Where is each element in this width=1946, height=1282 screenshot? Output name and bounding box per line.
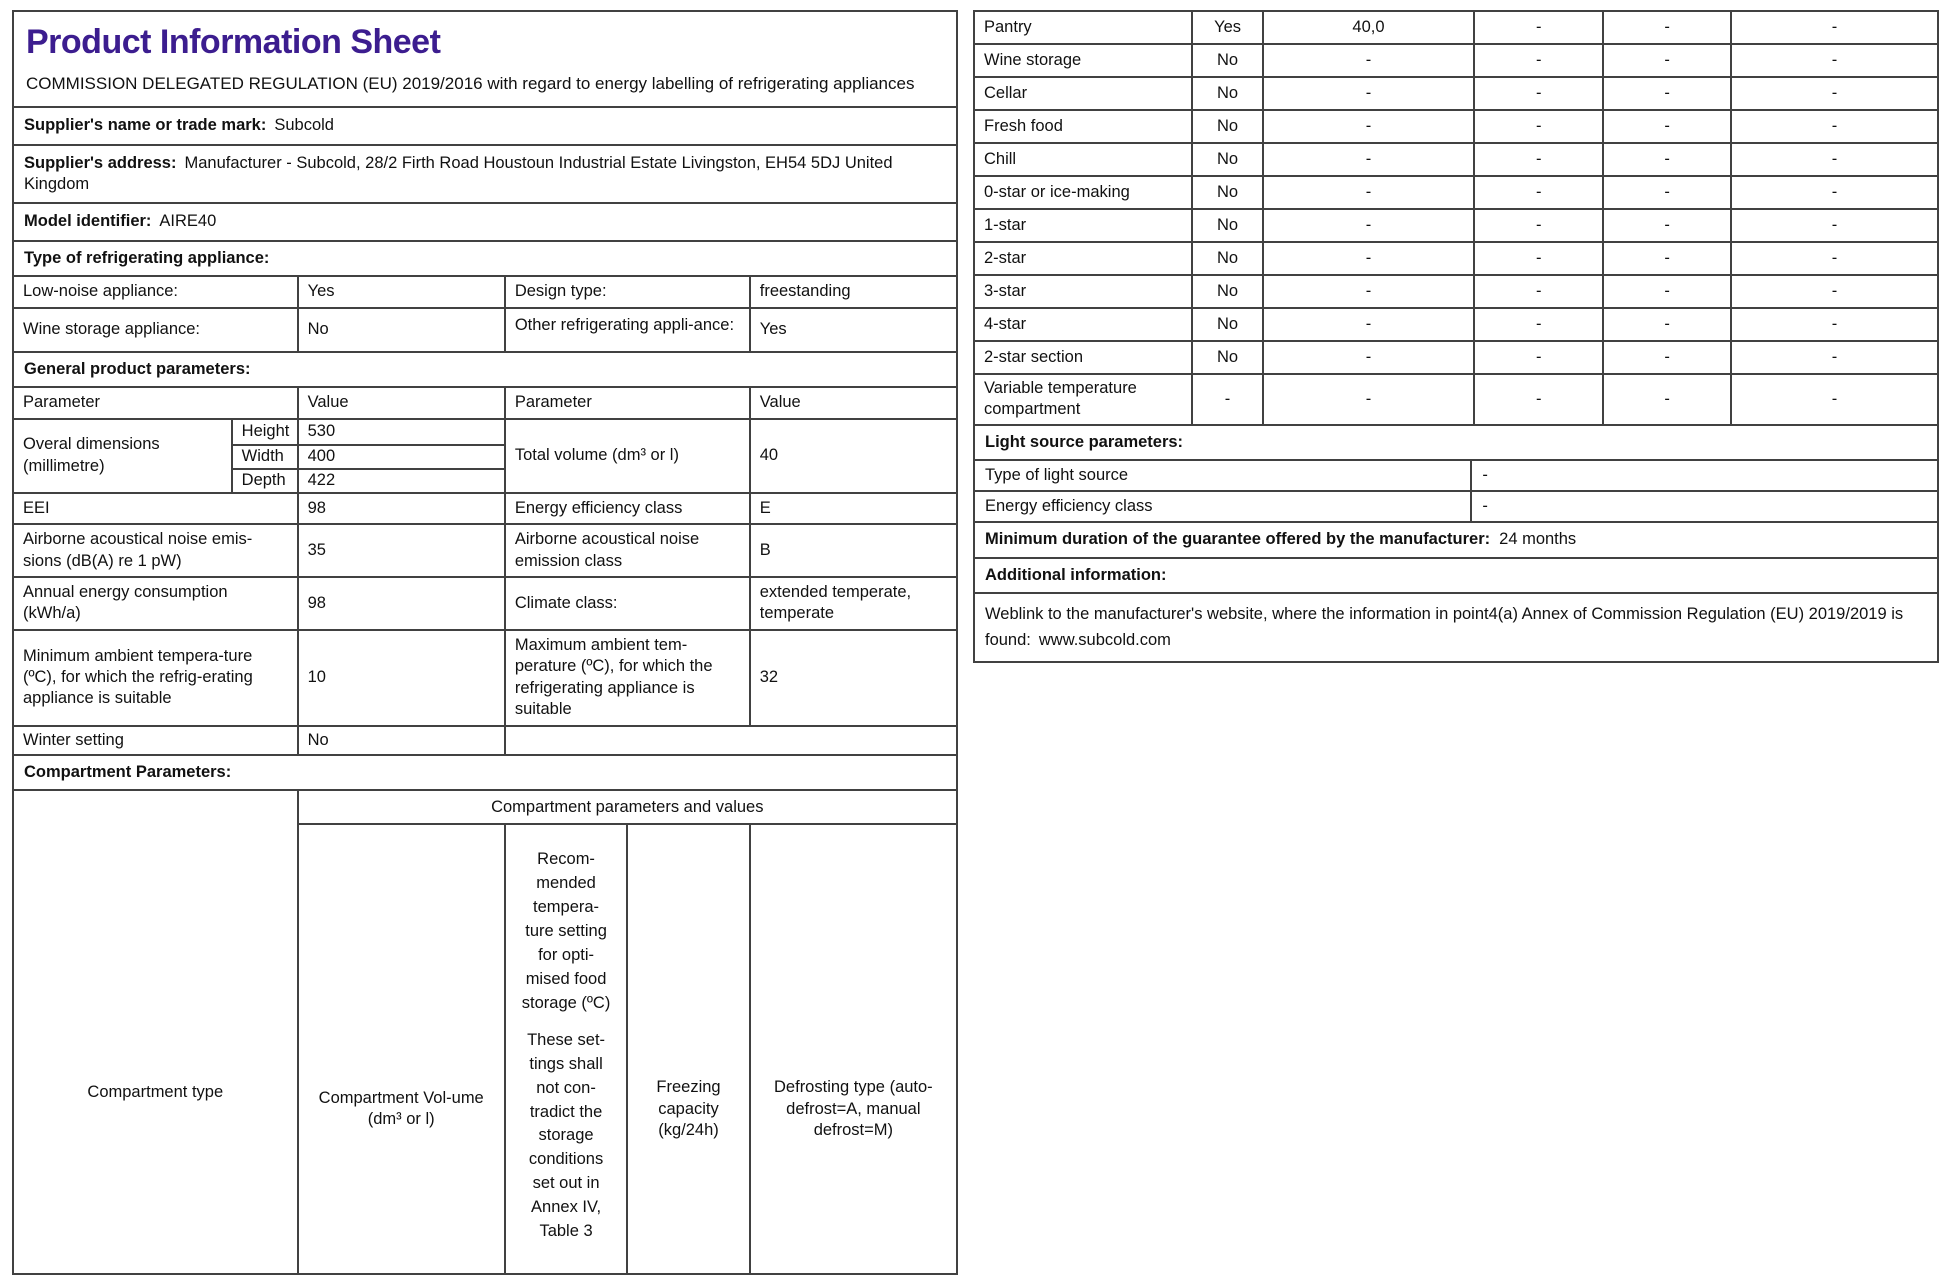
param-value-cell: extended temperate, temperate: [749, 578, 956, 629]
weblink-row: [975, 592, 1937, 661]
table-cell: -: [1191, 375, 1261, 424]
table-cell: No: [1191, 45, 1261, 76]
table-cell: Energy efficiency class: [985, 497, 1153, 516]
supplier-address-label: Supplier's address:: [24, 153, 177, 172]
param-value-cell: Yes: [297, 277, 504, 306]
table-cell: Wine storage: [984, 50, 1082, 69]
table-cell: -: [1262, 309, 1474, 340]
regulation-subtitle: COMMISSION DELEGATED REGULATION (EU) 2019/2016 with regard to energy labelling of refrigerating appliances: [26, 74, 915, 94]
general-parameters-heading: General product parameters:: [14, 351, 956, 386]
compartment-row: [975, 274, 1937, 307]
table-cell: -: [1730, 78, 1937, 109]
table-cell: -: [1262, 144, 1474, 175]
width-label: Width: [231, 444, 297, 468]
height-label: Height: [231, 420, 297, 444]
table-cell: -: [1473, 309, 1602, 340]
table-header-row: [14, 386, 956, 417]
table-cell: No: [1191, 309, 1261, 340]
compartment-row: [975, 307, 1937, 340]
compartment-row: [975, 43, 1937, 76]
param-label-cell: Other refrigerating appli-ance:: [504, 309, 749, 351]
table-cell: Type of light source: [985, 466, 1129, 485]
light-source-table: [975, 459, 1937, 521]
dimensions-row: [14, 418, 956, 492]
model-identifier-value: AIRE40: [159, 212, 217, 231]
table-cell: -: [1730, 12, 1937, 43]
table-cell: Cellar: [984, 83, 1028, 102]
param-value-cell: 10: [297, 631, 504, 725]
table-cell: 2-star: [984, 248, 1027, 267]
table-cell: -: [1262, 243, 1474, 274]
table-row: [14, 523, 956, 576]
recommended-temperature-header: [504, 825, 626, 1273]
compartment-type-header: Compartment type: [87, 1082, 224, 1101]
guarantee-label: Minimum duration of the guarantee offered by the manufacturer:: [985, 530, 1491, 549]
supplier-address-row: [14, 144, 956, 203]
winter-setting-row: [14, 725, 956, 754]
page-title: Product Information Sheet: [26, 23, 441, 61]
supplier-name-value: Subcold: [274, 116, 334, 135]
table-cell: -: [1473, 342, 1602, 373]
param-label-cell: Design type:: [504, 277, 749, 306]
param-label-cell: Airborne acoustical noise emis-sions (dB(A) re 1 pW): [23, 530, 253, 570]
table-cell: -: [1262, 276, 1474, 307]
table-cell: -: [1602, 243, 1730, 274]
compartment-volume-header: Compartment Vol-ume (dm³ or l): [297, 825, 504, 1273]
param-label-cell: Annual energy consumption (kWh/a): [23, 582, 228, 623]
height-value: 530: [297, 420, 504, 444]
table-cell: No: [1191, 243, 1261, 274]
table-cell: -: [1730, 144, 1937, 175]
compartment-row: [975, 109, 1937, 142]
table-cell: -: [1602, 144, 1730, 175]
table-cell: 1-star: [984, 215, 1027, 234]
table-cell: -: [1730, 342, 1937, 373]
table-cell: -: [1473, 177, 1602, 208]
table-cell: -: [1473, 111, 1602, 142]
table-cell: -: [1602, 111, 1730, 142]
compartment-row: [975, 340, 1937, 373]
title-block: [14, 12, 956, 106]
table-cell: -: [1473, 12, 1602, 43]
compartment-row: [975, 208, 1937, 241]
compartment-table-header: [14, 789, 956, 1273]
table-cell: -: [1730, 276, 1937, 307]
light-source-row: [975, 459, 1937, 490]
param-value-cell: B: [749, 525, 956, 576]
table-cell: -: [1602, 78, 1730, 109]
table-cell: -: [1730, 210, 1937, 241]
table-cell: No: [1191, 111, 1261, 142]
table-cell: No: [1191, 342, 1261, 373]
compartment-rows-table: [975, 12, 1937, 424]
table-cell: Yes: [1191, 12, 1261, 43]
param-label-cell: Winter setting: [23, 730, 124, 749]
total-volume-value: 40: [749, 420, 956, 492]
table-cell: -: [1262, 210, 1474, 241]
weblink-text: Weblink to the manufacturer's website, where the information in point4(a) Annex of Commission Regulation (EU) 2019/2019 is found:: [985, 605, 1904, 649]
table-cell: -: [1473, 243, 1602, 274]
table-cell: -: [1470, 492, 1937, 521]
table-cell: -: [1262, 177, 1474, 208]
light-source-row: [975, 490, 1937, 521]
table-row: [14, 307, 956, 351]
table-cell: -: [1473, 210, 1602, 241]
table-cell: -: [1730, 375, 1937, 424]
table-cell: -: [1602, 375, 1730, 424]
table-cell: 4-star: [984, 314, 1027, 333]
supplier-address-value: Manufacturer - Subcold, 28/2 Firth Road Houstoun Industrial Estate Livingston, EH54 5DJ United Kingdom: [24, 153, 893, 193]
param-label-cell: Energy efficiency class: [504, 494, 749, 523]
table-cell: No: [1191, 78, 1261, 109]
guarantee-value: 24 months: [1499, 530, 1577, 549]
dimensions-label: Overal dimensions (millimetre): [23, 435, 160, 475]
column-header: Value: [749, 388, 956, 417]
table-cell: -: [1602, 342, 1730, 373]
table-cell: -: [1473, 144, 1602, 175]
table-row: [14, 275, 956, 306]
table-cell: No: [1191, 144, 1261, 175]
table-cell: No: [1191, 210, 1261, 241]
compartment-row: [975, 142, 1937, 175]
table-cell: -: [1730, 309, 1937, 340]
model-identifier-label: Model identifier:: [24, 212, 152, 231]
table-row: [14, 576, 956, 629]
compartment-row: [975, 241, 1937, 274]
defrosting-type-header: Defrosting type (auto-defrost=A, manual defrost=M): [749, 825, 956, 1273]
weblink-url: www.subcold.com: [1038, 630, 1171, 649]
column-header: Parameter: [23, 393, 101, 412]
param-value-cell: 35: [297, 525, 504, 576]
table-cell: -: [1602, 309, 1730, 340]
param-label-cell: EEI: [23, 498, 50, 517]
table-cell: -: [1602, 276, 1730, 307]
supplier-name-row: [14, 106, 956, 143]
table-cell: Variable temperature compartment: [984, 379, 1137, 419]
table-row: [14, 492, 956, 523]
table-cell: -: [1470, 461, 1937, 490]
table-cell: -: [1602, 45, 1730, 76]
table-cell: 40,0: [1262, 12, 1474, 43]
param-value-cell: freestanding: [749, 277, 956, 306]
param-value-cell: No: [297, 309, 504, 351]
table-cell: -: [1473, 276, 1602, 307]
param-value-cell: Yes: [749, 309, 956, 351]
table-cell: 0-star or ice-making: [984, 182, 1130, 201]
light-source-heading: Light source parameters:: [975, 424, 1937, 459]
param-value-cell: 98: [297, 494, 504, 523]
compartment-row: [975, 76, 1937, 109]
table-cell: -: [1262, 111, 1474, 142]
table-cell: -: [1730, 45, 1937, 76]
compartment-row: [975, 12, 1937, 43]
additional-information-heading: Additional information:: [975, 557, 1937, 592]
param-label-cell: Airborne acoustical noise emission class: [504, 525, 749, 576]
table-cell: -: [1730, 111, 1937, 142]
table-cell: 3-star: [984, 281, 1027, 300]
compartment-span-header: Compartment parameters and values: [297, 791, 956, 825]
param-label-cell: Climate class:: [504, 578, 749, 629]
table-cell: -: [1730, 243, 1937, 274]
table-cell: -: [1602, 177, 1730, 208]
model-identifier-row: [14, 202, 956, 239]
table-cell: -: [1262, 375, 1474, 424]
table-row: [14, 629, 956, 725]
table-cell: -: [1602, 12, 1730, 43]
table-cell: -: [1262, 45, 1474, 76]
supplier-name-label: Supplier's name or trade mark:: [24, 116, 267, 135]
compartment-row: [975, 373, 1937, 424]
compartment-row: [975, 175, 1937, 208]
width-value: 400: [297, 444, 504, 468]
table-cell: Fresh food: [984, 116, 1063, 135]
param-label-cell: Low-noise appliance:: [23, 282, 179, 301]
table-cell: -: [1473, 78, 1602, 109]
depth-label: Depth: [231, 468, 297, 492]
table-cell: No: [1191, 177, 1261, 208]
param-label-cell: Minimum ambient tempera-ture (ºC), for which the refrig-erating appliance is suitable: [23, 646, 253, 708]
table-cell: -: [1262, 342, 1474, 373]
table-cell: -: [1602, 210, 1730, 241]
table-cell: -: [1473, 375, 1602, 424]
table-cell: 2-star section: [984, 347, 1084, 366]
product-information-sheet-continued: [973, 10, 1939, 663]
guarantee-row: [975, 521, 1937, 556]
empty-cell: [504, 727, 956, 754]
total-volume-label: Total volume (dm³ or l): [504, 420, 749, 492]
product-information-sheet: [12, 10, 958, 1275]
depth-value: 422: [297, 468, 504, 492]
column-header: Parameter: [504, 388, 749, 417]
param-label-cell: Maximum ambient tem-perature (ºC), for which the refrigerating appliance is suitable: [504, 631, 749, 725]
table-cell: No: [1191, 276, 1261, 307]
param-value-cell: 32: [749, 631, 956, 725]
table-cell: -: [1730, 177, 1937, 208]
recommended-temperature-header-part2: These set-tings shall not con-tradict the storage conditions set out in Annex IV, Table 3: [527, 1030, 606, 1241]
type-section-heading: Type of refrigerating appliance:: [14, 240, 956, 275]
param-value-cell: No: [297, 727, 504, 754]
param-value-cell: E: [749, 494, 956, 523]
table-cell: Chill: [984, 149, 1017, 168]
table-cell: -: [1473, 45, 1602, 76]
freezing-capacity-header: Freezing capacity (kg/24h): [626, 825, 748, 1273]
recommended-temperature-header-part1: Recom-mended tempera-ture setting for opti-mised food storage (ºC): [521, 850, 611, 1012]
compartment-parameters-heading: Compartment Parameters:: [14, 754, 956, 789]
param-label-cell: Wine storage appliance:: [23, 320, 201, 339]
table-cell: Pantry: [984, 17, 1032, 36]
column-header: Value: [297, 388, 504, 417]
param-value-cell: 98: [297, 578, 504, 629]
table-cell: -: [1262, 78, 1474, 109]
